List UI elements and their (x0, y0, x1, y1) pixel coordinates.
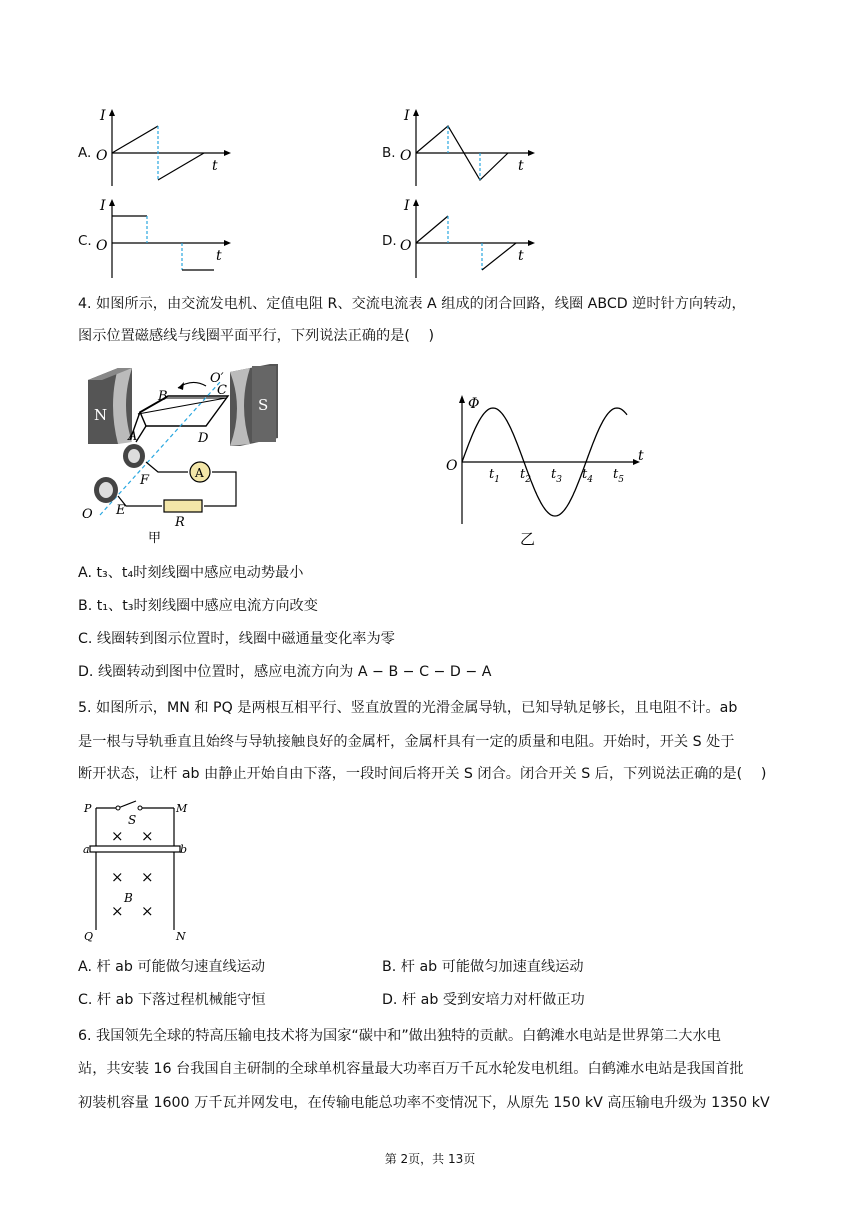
svg-text:O: O (96, 148, 108, 164)
svg-text:B: B (124, 891, 133, 905)
graph-d (396, 198, 546, 283)
option-a-label: A. (78, 145, 92, 161)
generator-figure (80, 360, 290, 550)
option-b-label: B. (382, 145, 396, 161)
svg-text:×: × (141, 868, 154, 886)
q6-line3: 初装机容量 1600 万千瓦并网发电，在传输电能总功率不变情况下，从原先 150 kV 高压输电升级为 1350 kV (78, 1095, 770, 1111)
svg-text:A: A (128, 429, 138, 444)
svg-text:×: × (111, 827, 124, 845)
fig-yi-caption: 乙 (520, 530, 536, 548)
q5-option-b: B. 杆 ab 可能做匀加速直线运动 (382, 959, 584, 975)
n-pole-label: N (94, 406, 108, 424)
flux-tick-label: $t_5$ (613, 467, 624, 485)
q5-option-d: D. 杆 ab 受到安培力对杆做正功 (382, 992, 585, 1008)
svg-text:Q: Q (84, 930, 94, 943)
option-d-label: D. (382, 233, 397, 249)
svg-text:×: × (141, 902, 154, 920)
svg-text:O′: O′ (210, 371, 224, 386)
graph-c (92, 198, 242, 283)
svg-text:B: B (158, 389, 168, 404)
svg-text:O: O (400, 148, 412, 164)
svg-text:M: M (176, 802, 188, 815)
svg-text:R: R (175, 515, 185, 530)
svg-text:a: a (83, 843, 90, 856)
q5-line1: 5. 如图所示，MN 和 PQ 是两根互相平行、竖直放置的光滑金属导轨，已知导轨足够长，且电阻不计。ab (78, 700, 738, 716)
svg-text:t: t (216, 248, 222, 264)
svg-text:O: O (82, 507, 93, 522)
flux-tick-label: $t_1$ (489, 467, 500, 485)
svg-text:N: N (176, 930, 186, 943)
svg-text:F: F (140, 473, 150, 488)
flux-tick-label: $t_2$ (520, 467, 531, 485)
svg-text:Φ: Φ (468, 396, 480, 412)
fig-jia-caption: 甲 (148, 531, 162, 546)
q5-line2: 是一根与导轨垂直且始终与导轨接触良好的金属杆，金属杆具有一定的质量和电阻。开始时，开关 S 处于 (78, 734, 735, 750)
rail-figure (80, 798, 190, 948)
flux-tick-label: $t_4$ (582, 467, 593, 485)
flux-graph (440, 392, 650, 552)
option-c-label: C. (78, 233, 92, 249)
svg-text:O: O (96, 238, 108, 254)
svg-text:O: O (446, 458, 458, 474)
page-footer: 第 2页，共 13页 (384, 1152, 476, 1166)
svg-text:×: × (111, 868, 124, 886)
q5-line3: 断开状态，让杆 ab 由静止开始自由下落，一段时间后将开关 S 闭合。闭合开关 S 后，下列说法正确的是( ) (78, 766, 767, 782)
q4-line2: 图示位置磁感线与线圈平面平行，下列说法正确的是( ) (78, 328, 435, 344)
svg-text:t: t (518, 248, 524, 264)
q5-option-c: C. 杆 ab 下落过程机械能守恒 (78, 992, 266, 1008)
q4-option-a: A. t₃、t₄时刻线圈中感应电动势最小 (78, 565, 304, 581)
svg-text:D: D (198, 431, 209, 446)
svg-text:t: t (638, 448, 644, 464)
svg-text:P: P (84, 802, 92, 815)
svg-text:S: S (128, 813, 137, 827)
svg-text:I: I (100, 108, 106, 124)
svg-text:×: × (111, 902, 124, 920)
svg-text:×: × (141, 827, 154, 845)
q4-option-b: B. t₁、t₃时刻线圈中感应电流方向改变 (78, 598, 318, 614)
s-pole-label: S (258, 396, 269, 414)
svg-text:E: E (116, 503, 126, 518)
svg-text:t: t (212, 158, 218, 174)
q6-line1: 6. 我国领先全球的特高压输电技术将为国家“碳中和”做出独特的贡献。白鹤滩水电站是世界第二大水电 (78, 1028, 721, 1044)
q4-option-c: C. 线圈转到图示位置时，线圈中磁通量变化率为零 (78, 631, 395, 647)
graph-a (92, 108, 242, 193)
svg-text:b: b (180, 843, 188, 856)
q6-line2: 站，共安装 16 台我国自主研制的全球单机容量最大功率百万千瓦水轮发电机组。白鹤滩水电站是我国首批 (78, 1061, 744, 1077)
graph-b (396, 108, 546, 193)
q5-option-a: A. 杆 ab 可能做匀速直线运动 (78, 959, 266, 975)
svg-text:I: I (100, 198, 106, 214)
flux-tick-label: $t_3$ (551, 467, 562, 485)
flux-tick-labels (489, 467, 624, 485)
q4-line1: 4. 如图所示，由交流发电机、定值电阻 R、交流电流表 A 组成的闭合回路，线圈 ABCD 逆时针方向转动， (78, 296, 746, 312)
svg-text:I: I (404, 108, 410, 124)
svg-text:O: O (400, 238, 412, 254)
svg-text:t: t (518, 158, 524, 174)
svg-text:I: I (404, 198, 410, 214)
svg-text:C: C (217, 383, 227, 398)
ammeter-label: A (195, 466, 204, 480)
q4-option-d: D. 线圈转动到图中位置时，感应电流方向为 A − B − C − D − A (78, 664, 492, 680)
